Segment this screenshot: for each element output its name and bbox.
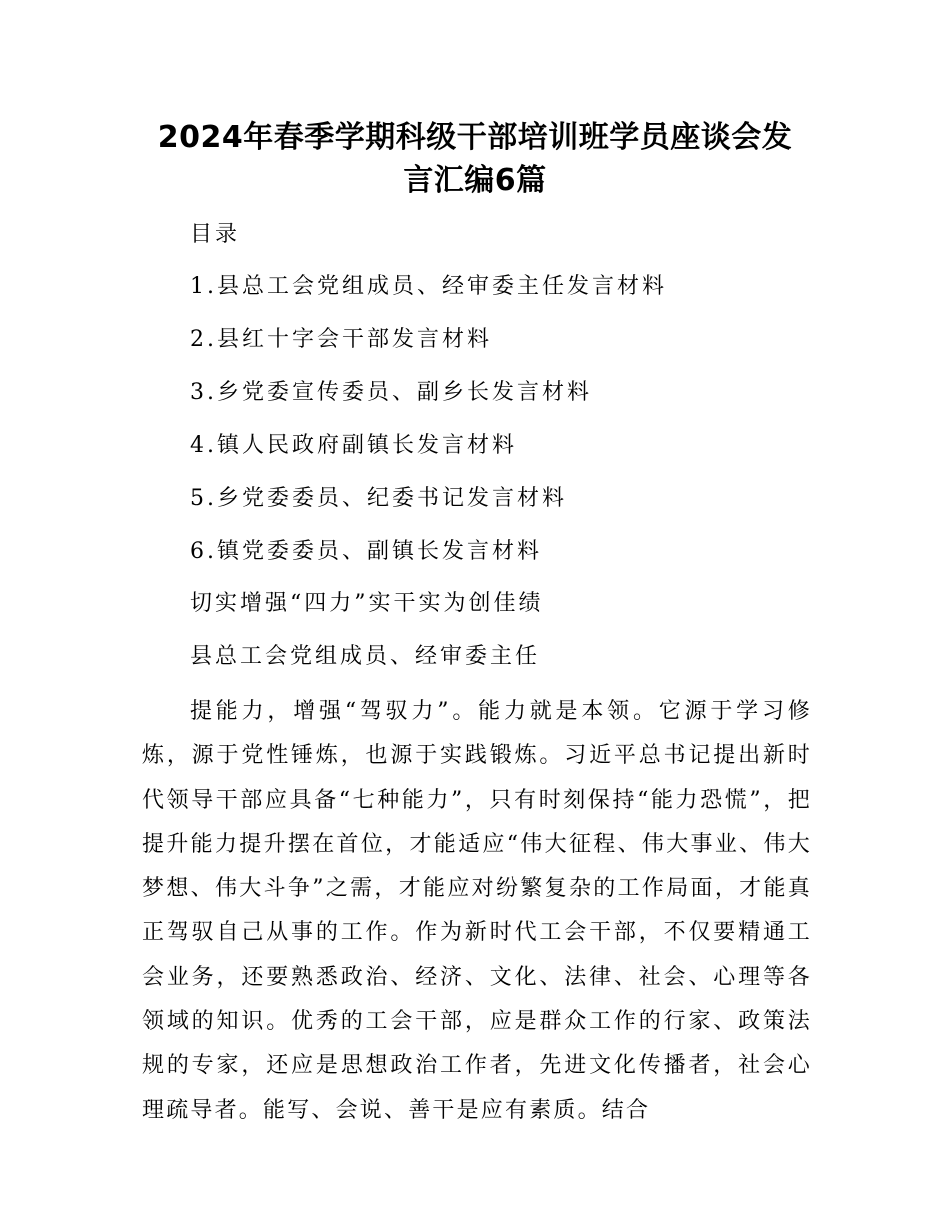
toc-heading: 目录 <box>190 222 241 247</box>
toc-item: 3.乡党委宣传委员、副乡长发言材料 <box>190 380 592 405</box>
section-author: 县总工会党组成员、经审委主任 <box>190 644 541 669</box>
body-paragraph: 提能力，增强“驾驭力”。能力就是本领。它源于学习修炼，源于党性锤炼，也源于实践锻炼。习近平总书记提出新时代领导干部应具备“七种能力”，只有时刻保持“能力恐慌”，把提升能力提升摆在首位，才能适应“伟大征程、伟大事业、伟大梦想、伟大斗争”之需，才能应对纷繁复杂的工作局面，才能真正驾驭自己从事的工作。作为新时代工会干部，不仅要精通工会业务，还要熟悉政治、经济、文化、法律、社会、心理等各领域的知识。优秀的工会干部，应是群众工作的行家、政策法规的专家，还应是思想政治工作者，先进文化传播者，社会心理疏导者。能写、会说、善干是应有素质。结合 <box>142 699 812 1123</box>
toc-item: 1.县总工会党组成员、经审委主任发言材料 <box>190 274 667 299</box>
document-title-line-2: 言汇编6篇 <box>403 163 547 198</box>
toc-item: 2.县红十字会干部发言材料 <box>190 327 492 352</box>
toc-item: 6.镇党委委员、副镇长发言材料 <box>190 539 542 564</box>
section-title: 切实增强“四力”实干实为创佳绩 <box>190 591 544 616</box>
toc-item: 4.镇人民政府副镇长发言材料 <box>190 433 517 458</box>
document-title-line-1: 2024年春季学期科级干部培训班学员座谈会发 <box>157 120 793 155</box>
toc-item: 5.乡党委委员、纪委书记发言材料 <box>190 486 567 511</box>
